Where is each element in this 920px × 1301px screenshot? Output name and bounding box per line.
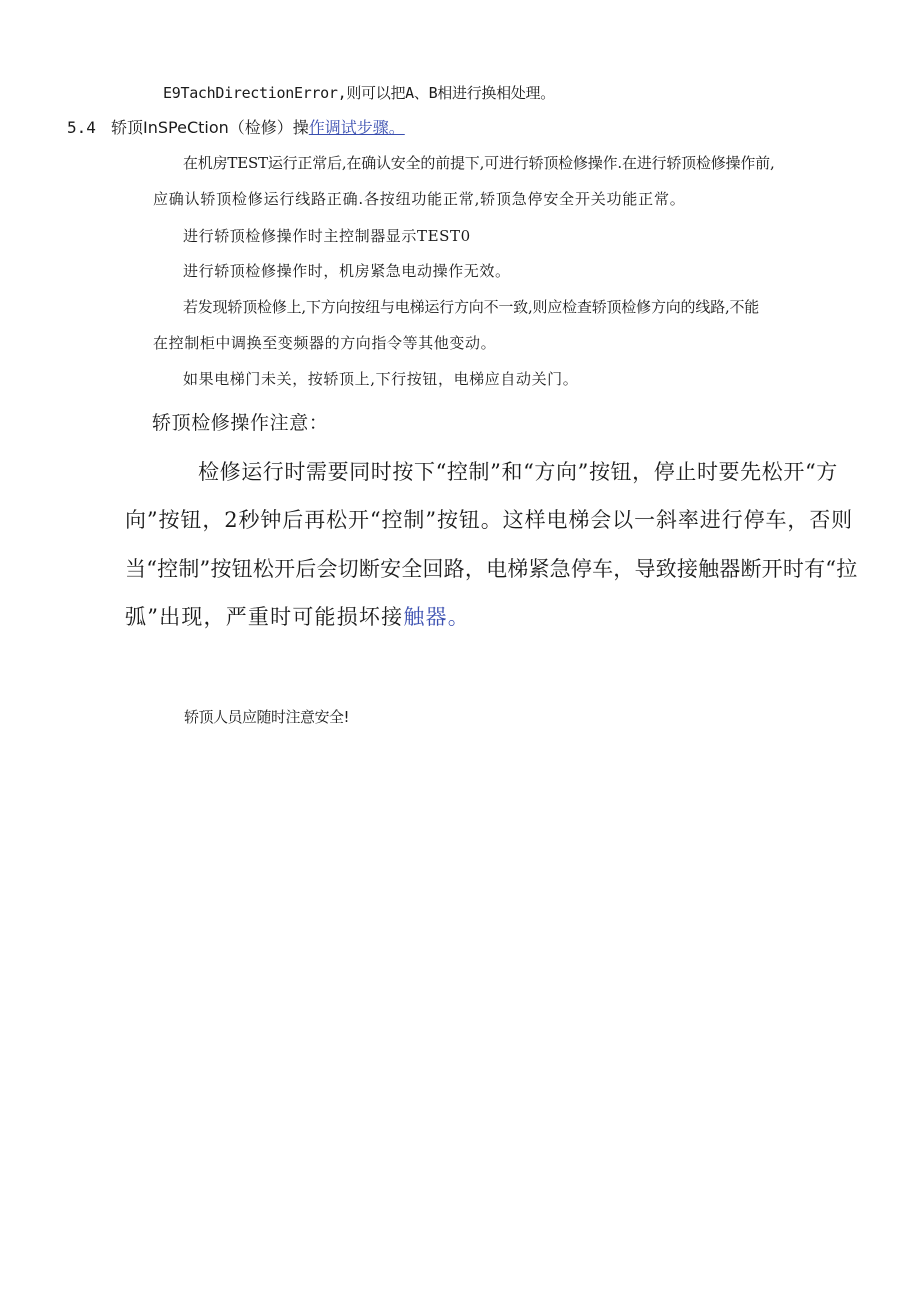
paragraph-4-line-2: 在控制柜中调换至变频器的方向指令等其他变动。 xyxy=(153,334,497,352)
error-code-line: E9TachDirectionError,则可以把A、B相进行换相处理。 xyxy=(163,84,555,102)
section-number: 5.4 xyxy=(67,118,96,137)
section-title: 轿顶InSPeCtion（检修）操 xyxy=(111,118,309,137)
note-line-3: 当“控制”按钮松开后会切断安全回路，电梯紧急停车，导致接触器断开时有“拉 xyxy=(125,557,858,581)
paragraph-3: 进行轿顶检修操作时，机房紧急电动操作无效。 xyxy=(183,262,511,280)
section-heading xyxy=(67,120,405,136)
paragraph-1-line-1: 在机房TEST运行正常后,在确认安全的前提下,可进行轿顶检修操作.在进行轿顶检修操作前, xyxy=(183,154,775,172)
paragraph-1-line-2: 应确认轿顶检修运行线路正确.各按纽功能正常,轿顶急停安全开关功能正常。 xyxy=(153,190,686,208)
note-line-4 xyxy=(125,607,470,628)
paragraph-4-line-1: 若发现轿顶检修上,下方向按纽与电梯运行方向不一致,则应检查轿顶检修方向的线路,不能 xyxy=(183,298,760,316)
note-title: 轿顶检修操作注意： xyxy=(152,412,329,434)
note-line-4-link[interactable]: 触器。 xyxy=(403,605,470,629)
note-line-4-text: 弧”出现，严重时可能损坏接 xyxy=(125,605,404,629)
paragraph-2: 进行轿顶检修操作时主控制器显示TEST0 xyxy=(183,227,471,245)
section-title-link[interactable]: 作调试步骤。 xyxy=(308,118,405,137)
paragraph-5: 如果电梯门未关，按轿顶上,下行按钮，电梯应自动关门。 xyxy=(183,370,579,388)
safety-reminder: 轿顶人员应随时注意安全! xyxy=(184,708,350,726)
note-line-1: 检修运行时需要同时按下“控制”和“方向”按钮，停止时要先松开“方 xyxy=(198,460,838,484)
note-line-2: 向”按钮，2秒钟后再松开“控制”按钮。这样电梯会以一斜率进行停车，否则 xyxy=(125,508,854,532)
